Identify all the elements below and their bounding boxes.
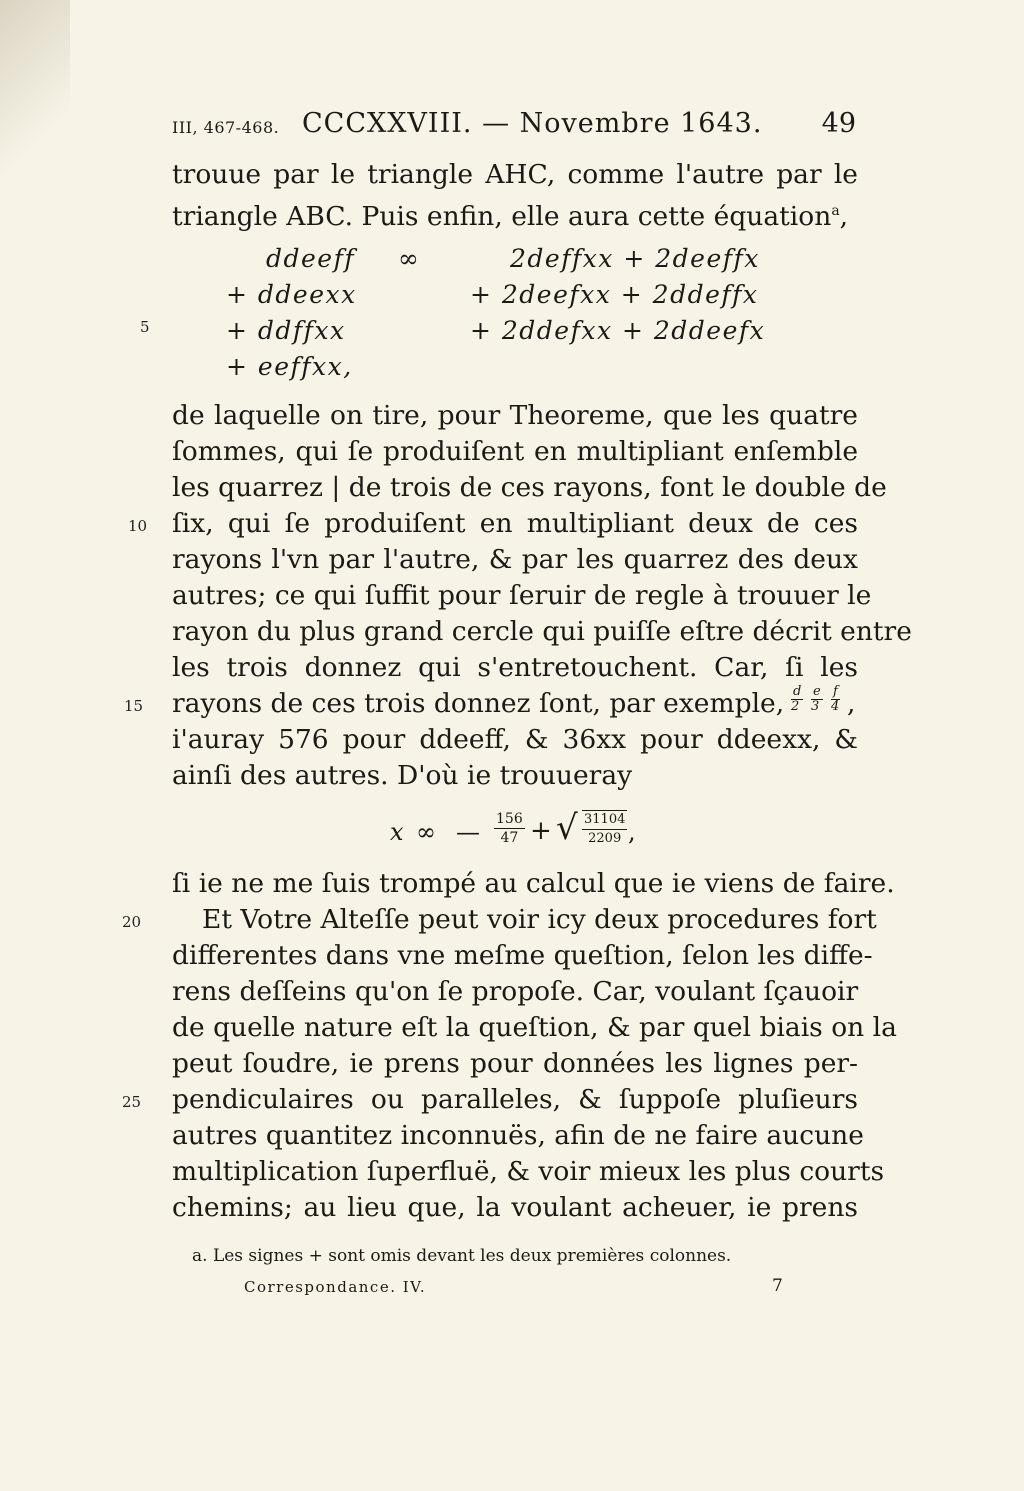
equation-right-term: + 2ddefxx + 2ddeefx (470, 316, 766, 345)
page-shadow (0, 0, 70, 190)
text-line: de quelle nature eſt la queſtion, & par quel biais on la (172, 1012, 897, 1043)
fraction-denominator: 47 (500, 830, 519, 846)
text-line: ainſi des autres. D'où ie trouueray (172, 760, 633, 791)
formula-plus: + (530, 816, 552, 846)
line-number: 15 (124, 697, 144, 715)
fraction-numerator: f (833, 684, 838, 699)
text-line: Et Votre Alteſſe peut voir icy deux procedures fort (202, 904, 877, 935)
text-line: multiplication ſuperfluë, & voir mieux les plus courts (172, 1156, 885, 1187)
text-line-tail: , (839, 200, 849, 232)
text-line-content: rayons de ces trois donnez ſont, par exemple, (172, 688, 785, 719)
fraction-denominator: 3 (811, 699, 820, 714)
body-paragraph (172, 398, 912, 794)
text-line: de laquelle on tire, pour Theoreme, que les quatre (172, 400, 858, 431)
fraction (831, 685, 840, 714)
equation-left-term: + ddeexx (226, 280, 357, 309)
line-number: 25 (122, 1093, 142, 1111)
text-line: peut ſoudre, ie prens pour données les lignes per- (172, 1048, 858, 1079)
line-number: 10 (128, 517, 148, 535)
running-header (172, 108, 858, 148)
fraction (582, 810, 627, 848)
text-line: les trois donnez qui s'entretouchent. Car, ſi les (172, 652, 858, 683)
header-title: CCCXXVIII. — Novembre 1643. (302, 108, 763, 139)
footnote: a. Les signes + sont omis devant les deux premières colonnes. (192, 1246, 732, 1266)
equation-left-term: + ddffxx (226, 316, 346, 345)
equation-right-term: + 2deefxx + 2ddeffx (470, 280, 759, 309)
equation-right-term: 2deffxx + 2deeffx (510, 244, 760, 273)
header-reference: III, 467-468. (172, 118, 280, 137)
text-line: rayons l'vn par l'autre, & par les quarrez des deux (172, 544, 858, 575)
text-line: chemins; au lieu que, la voulant acheuer, ie prens (172, 1192, 858, 1223)
line-number: 20 (122, 913, 142, 931)
fraction-denominator: 4 (831, 699, 840, 714)
text-line: pendiculaires ou paralleles, & ſuppoſe pluſieurs (172, 1084, 858, 1115)
fraction-denominator: 2 (791, 699, 800, 714)
text-line: autres quantitez inconnuës, afin de ne faire aucune (172, 1120, 864, 1151)
footnote-marker: a (831, 203, 840, 219)
formula-tail: , (628, 818, 636, 846)
fraction-denominator: 2209 (588, 831, 622, 846)
text-line: rens deſſeins qu'on ſe propoſe. Car, voulant ſçauoir (172, 976, 859, 1007)
signature-mark: Correspondance. IV. (244, 1278, 427, 1296)
signature-number: 7 (772, 1276, 783, 1296)
equation-left-term: ddeeff (266, 244, 356, 273)
formula-minus: — (456, 818, 480, 846)
fraction-numerator: 31104 (582, 811, 627, 830)
equation-left-term: + eeffxx, (226, 352, 353, 381)
fraction (811, 685, 823, 714)
fraction-numerator: 156 (496, 811, 523, 827)
text-line (172, 686, 858, 722)
fraction-numerator: e (813, 684, 821, 699)
formula-sign: ∞ (416, 818, 436, 846)
text-line: i'auray 576 pour ddeeff, & 36xx pour ddeexx, & (172, 724, 858, 755)
fraction-numerator: d (793, 684, 802, 699)
text-line-tail: , (847, 688, 856, 719)
text-line: les quarrez | de trois de ces rayons, font le double de (172, 472, 887, 503)
equation (172, 240, 858, 390)
fraction (791, 685, 803, 714)
example-fractions (789, 686, 858, 722)
text-line-content: triangle ABC. Puis enfin, elle aura cette équation (172, 200, 832, 232)
text-line: rayon du plus grand cercle qui puiſſe eſtre décrit entre (172, 616, 912, 647)
intro-paragraph (172, 157, 858, 232)
text-line: trouue par le triangle AHC, comme l'autre par le (172, 159, 858, 190)
text-line: ſi ie ne me ſuis trompé au calcul que ie viens de faire. (172, 868, 895, 899)
line-number: 5 (140, 318, 150, 336)
text-line (172, 193, 858, 232)
formula-variable: x (390, 818, 404, 846)
fraction (494, 810, 525, 847)
radical-icon: √ (556, 808, 578, 848)
text-line: autres; ce qui ſuffit pour ſeruir de regle à trouuer le (172, 580, 872, 611)
text-line: differentes dans vne meſme queſtion, ſelon les diffe- (172, 940, 873, 971)
equation-sign: ∞ (398, 244, 421, 273)
text-line: ſommes, qui ſe produiſent en multipliant enſemble (172, 436, 858, 467)
body-paragraph (172, 866, 897, 1226)
text-line: ſix, qui ſe produiſent en multipliant deux de ces (172, 508, 858, 539)
page-number: 49 (821, 108, 856, 139)
